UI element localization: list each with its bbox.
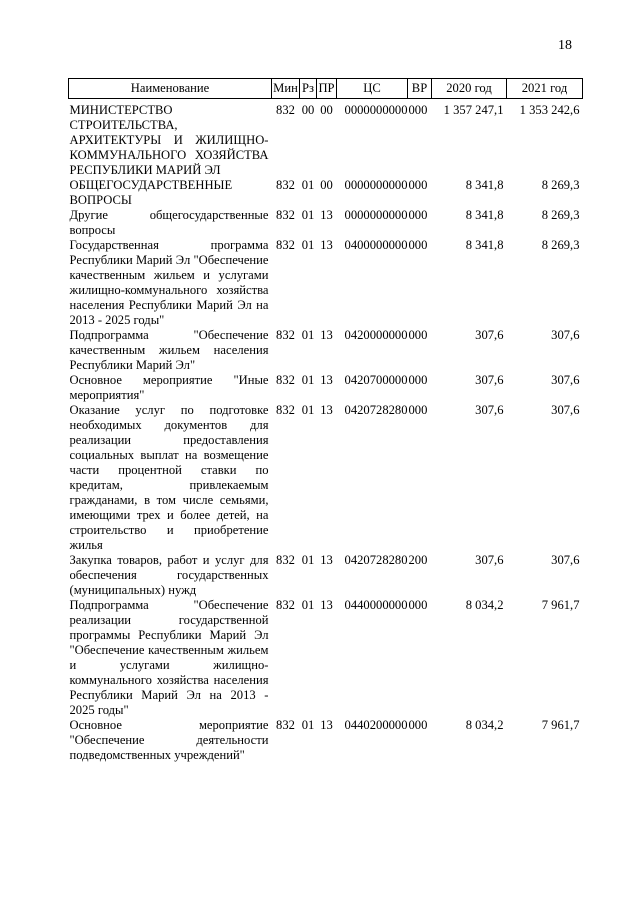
row-name: Закупка товаров, работ и услуг для обеспечения государственных (муниципальных) нужд <box>69 553 269 597</box>
header-rz: Рз <box>300 79 317 99</box>
table-row <box>69 373 583 403</box>
row-rz: 01 <box>301 238 315 252</box>
row-cs: 0440000000 <box>344 598 408 612</box>
table-row <box>69 208 583 238</box>
row-cs: 0440200000 <box>344 718 408 732</box>
row-min: 832 <box>276 718 295 732</box>
table-row <box>69 598 583 718</box>
row-amount-2020: 307,6 <box>475 373 504 387</box>
row-min: 832 <box>276 238 295 252</box>
row-name: Подпрограмма "Обеспечение качественным жильем населения Республики Марий Эл" <box>69 328 269 372</box>
row-vr: 000 <box>408 328 428 342</box>
row-cs: 0000000000 <box>344 178 408 192</box>
row-name: Оказание услуг по подготовке необходимых документов для реализации предоставления социальных выплат на возмещение части процентной ставки по кредитам, привлекаемым гражданами, в том числе семьями, имеющими трех и более детей, на строительство и приобретение жилья <box>69 403 269 552</box>
row-name: Основное мероприятие "Обеспечение деятельности подведомственных учреждений" <box>69 718 269 762</box>
table-row <box>69 99 583 179</box>
table-row <box>69 553 583 598</box>
row-rz: 01 <box>301 328 315 342</box>
page-number: 18 <box>558 38 572 53</box>
row-cs: 0000000000 <box>344 103 408 117</box>
row-min: 832 <box>276 103 295 117</box>
table-row <box>69 403 583 553</box>
row-min: 832 <box>276 598 295 612</box>
row-rz: 01 <box>301 553 315 567</box>
row-name: Государственная программа Республики Марий Эл "Обеспечение качественным жильем и услугами жилищно-коммунального хозяйства населения Республики Марий Эл на 2013 - 2025 годы" <box>69 238 269 327</box>
header-cs: ЦС <box>337 79 408 99</box>
row-vr: 000 <box>408 718 428 732</box>
row-rz: 00 <box>301 103 315 117</box>
row-vr: 000 <box>408 238 428 252</box>
row-rz: 01 <box>301 208 315 222</box>
row-vr: 000 <box>408 103 428 117</box>
row-amount-2021: 7 961,7 <box>541 718 580 732</box>
row-name: МИНИСТЕРСТВО СТРОИТЕЛЬСТВА, АРХИТЕКТУРЫ И ЖИЛИЩНО-КОММУНАЛЬНОГО ХОЗЯЙСТВА РЕСПУБЛИКИ МАРИЙ ЭЛ <box>69 103 269 177</box>
row-rz: 01 <box>301 718 315 732</box>
row-vr: 000 <box>408 373 428 387</box>
row-cs: 0420728280 <box>344 553 408 567</box>
row-rz: 01 <box>301 373 315 387</box>
row-pr: 13 <box>320 373 333 387</box>
row-cs: 0420700000 <box>344 373 408 387</box>
row-amount-2021: 307,6 <box>551 403 580 417</box>
row-amount-2020: 307,6 <box>475 403 504 417</box>
row-pr: 13 <box>320 403 333 417</box>
row-amount-2021: 307,6 <box>551 553 580 567</box>
row-amount-2021: 8 269,3 <box>541 178 580 192</box>
table-body <box>69 99 583 764</box>
row-name: Подпрограмма "Обеспечение реализации государственной программы Республики Марий Эл "Обеспечение качественным жильем и услугами жилищно-коммунального хозяйства населения Республики Марий Эл на 2013 - 2025 годы" <box>69 598 269 717</box>
header-2021: 2021 год <box>507 79 583 99</box>
row-amount-2021: 307,6 <box>551 328 580 342</box>
row-min: 832 <box>276 178 295 192</box>
row-pr: 13 <box>320 598 333 612</box>
row-amount-2020: 8 341,8 <box>465 238 504 252</box>
row-name: Основное мероприятие "Иные мероприятия" <box>69 373 269 402</box>
row-vr: 000 <box>408 208 428 222</box>
row-pr: 13 <box>320 553 333 567</box>
row-cs: 0000000000 <box>344 208 408 222</box>
row-amount-2021: 307,6 <box>551 373 580 387</box>
row-cs: 0420728280 <box>344 403 408 417</box>
row-cs: 0420000000 <box>344 328 408 342</box>
row-pr: 13 <box>320 328 333 342</box>
table-row <box>69 328 583 373</box>
row-amount-2021: 7 961,7 <box>541 598 580 612</box>
row-vr: 200 <box>408 553 428 567</box>
row-amount-2021: 8 269,3 <box>541 208 580 222</box>
row-name: Другие общегосударственные вопросы <box>69 208 269 237</box>
header-vr: ВР <box>408 79 432 99</box>
table-row <box>69 718 583 763</box>
row-rz: 01 <box>301 178 315 192</box>
row-name: ОБЩЕГОСУДАРСТВЕННЫЕ ВОПРОСЫ <box>69 178 233 207</box>
row-amount-2020: 8 341,8 <box>465 178 504 192</box>
budget-table <box>68 78 583 763</box>
header-name: Наименование <box>69 79 272 99</box>
row-pr: 00 <box>320 178 333 192</box>
table-row <box>69 178 583 208</box>
row-cs: 0400000000 <box>344 238 408 252</box>
row-amount-2020: 307,6 <box>475 553 504 567</box>
row-pr: 13 <box>320 208 333 222</box>
row-min: 832 <box>276 328 295 342</box>
row-vr: 000 <box>408 598 428 612</box>
row-amount-2020: 307,6 <box>475 328 504 342</box>
row-min: 832 <box>276 403 295 417</box>
row-pr: 00 <box>320 103 333 117</box>
header-min: Мин <box>272 79 300 99</box>
row-amount-2020: 1 357 247,1 <box>443 103 504 117</box>
row-amount-2021: 8 269,3 <box>541 238 580 252</box>
row-min: 832 <box>276 208 295 222</box>
header-2020: 2020 год <box>432 79 507 99</box>
row-min: 832 <box>276 553 295 567</box>
table-header <box>69 79 583 99</box>
row-rz: 01 <box>301 403 315 417</box>
row-rz: 01 <box>301 598 315 612</box>
row-pr: 13 <box>320 238 333 252</box>
row-amount-2021: 1 353 242,6 <box>519 103 580 117</box>
row-pr: 13 <box>320 718 333 732</box>
row-vr: 000 <box>408 178 428 192</box>
row-amount-2020: 8 034,2 <box>465 598 504 612</box>
row-vr: 000 <box>408 403 428 417</box>
row-amount-2020: 8 341,8 <box>465 208 504 222</box>
table-row <box>69 238 583 328</box>
row-min: 832 <box>276 373 295 387</box>
row-amount-2020: 8 034,2 <box>465 718 504 732</box>
header-pr: ПР <box>317 79 337 99</box>
